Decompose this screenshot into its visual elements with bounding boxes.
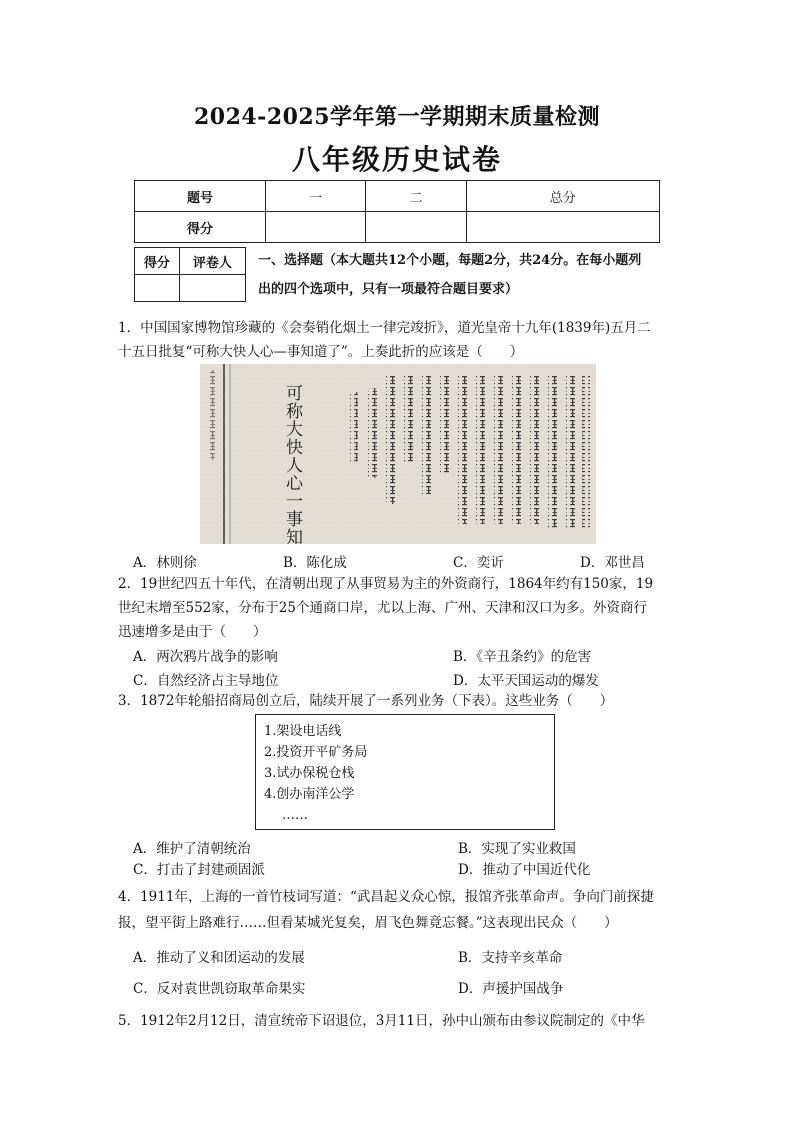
q3-business-item: 2.投资开平矿务局 <box>264 745 368 760</box>
question-line: 迅速增多是由于（ ） <box>118 624 267 640</box>
grader-name-blank[interactable] <box>179 275 245 302</box>
section-one-heading <box>258 246 678 304</box>
question-line: 世纪末增至552家，分布于25个通商口岸，尤以上海、广州、天津和汉口为多。外资商行 <box>118 600 647 616</box>
q2-option-b[interactable]: B．《辛丑条约》的危害 <box>453 649 592 665</box>
score-table <box>134 180 660 243</box>
question-4-stem <box>118 884 678 936</box>
q1-option-a[interactable]: A．林则徐 <box>133 555 197 571</box>
section-one-line: 一、选择题（本大题共12个小题，每题2分，共24分。在每小题列 <box>258 253 642 268</box>
grader-score-blank[interactable] <box>135 275 180 302</box>
memorial-document-image <box>200 364 596 544</box>
score-table-blank-cell[interactable] <box>466 212 659 243</box>
question-line: 3．1872年轮船招商局创立后，陆续开展了一系列业务（下表）。这些业务（ ） <box>118 693 614 709</box>
exam-title-subject: 八年级历史试卷 <box>291 143 502 176</box>
score-table-header-row <box>135 181 660 212</box>
question-1-stem <box>118 316 678 364</box>
question-line: 2．19世纪四五十年代，在清朝出现了从事贸易为主的外资商行，1864年约有150家，19 <box>118 576 654 592</box>
q2-option-d[interactable]: D．太平天国运动的爆发 <box>453 673 599 689</box>
question-3-stem <box>118 689 678 713</box>
memorial-document-svg <box>200 364 596 544</box>
q3-option-a[interactable]: A．维护了清朝统治 <box>133 841 251 857</box>
score-table-header-cell: 题号 <box>135 181 266 212</box>
question-2-stem <box>118 572 678 644</box>
section-one-line: 出的四个选项中，只有一项最符合题目要求） <box>258 282 519 297</box>
question-line: 5．1912年2月12日，清宣统帝下诏退位，3月11日，孙中山颁布由参议院制定的《中华 <box>118 1013 645 1029</box>
q4-option-c[interactable]: C．反对袁世凯窃取革命果实 <box>133 981 306 997</box>
exam-title-year: 2024-2025学年第一学期期末质量检测 <box>193 104 601 130</box>
grader-score-label: 得分 <box>135 248 180 275</box>
question-5-stem <box>118 1009 678 1033</box>
q3-option-b[interactable]: B．实现了实业救国 <box>458 841 576 857</box>
score-table-score-label: 得分 <box>135 212 266 243</box>
question-line: 十五日批复“可称大快人心—事知道了”。上奏此折的应该是（ ） <box>118 344 524 360</box>
q3-option-c[interactable]: C．打击了封建顽固派 <box>133 862 265 878</box>
score-table-blank-cell[interactable] <box>366 212 466 243</box>
score-table-header-cell: 一 <box>266 181 366 212</box>
q3-business-item: 1.架设电话线 <box>264 724 342 739</box>
q4-option-b[interactable]: B．支持辛亥革命 <box>458 950 563 966</box>
q3-business-list-box <box>255 714 555 830</box>
q3-business-item: 4.创办南洋公学 <box>264 787 355 802</box>
question-line: 1．中国国家博物馆珍藏的《会奏销化烟土一律完竣折》，道光皇帝十九年(1839年)五月二 <box>118 320 651 336</box>
q4-option-d[interactable]: D．声援护国战争 <box>458 981 564 997</box>
score-table-header-cell: 总分 <box>466 181 659 212</box>
grader-name-label: 评卷人 <box>179 248 245 275</box>
score-table-header-cell: 二 <box>366 181 466 212</box>
q3-option-d[interactable]: D．推动了中国近代化 <box>458 862 591 878</box>
q1-option-d[interactable]: D．邓世昌 <box>580 555 645 571</box>
q2-option-a[interactable]: A．两次鸦片战争的影响 <box>133 649 278 665</box>
q3-business-item: 3.试办保税仓栈 <box>264 766 355 781</box>
vermilion-endorsement-text: 可称大快人心一事知道了 <box>282 384 302 544</box>
q1-option-b[interactable]: B．陈化成 <box>283 555 347 571</box>
grader-table <box>134 247 246 302</box>
question-line: 4．1911年，上海的一首竹枝词写道：“武昌起义众心惊，报馆齐张革命声。争向门前探捷 <box>118 889 654 905</box>
q3-business-ellipsis: …… <box>282 808 308 823</box>
question-line: 报，望平街上路难行……但看某城光复矣，眉飞色舞竟忘餐。”这表现出民众（ ） <box>118 915 618 931</box>
score-table-score-row <box>135 212 660 243</box>
q2-option-c[interactable]: C．自然经济占主导地位 <box>133 673 279 689</box>
q1-option-c[interactable]: C．奕䜣 <box>453 555 504 571</box>
q4-option-a[interactable]: A．推动了义和团运动的发展 <box>133 950 305 966</box>
score-table-blank-cell[interactable] <box>266 212 366 243</box>
